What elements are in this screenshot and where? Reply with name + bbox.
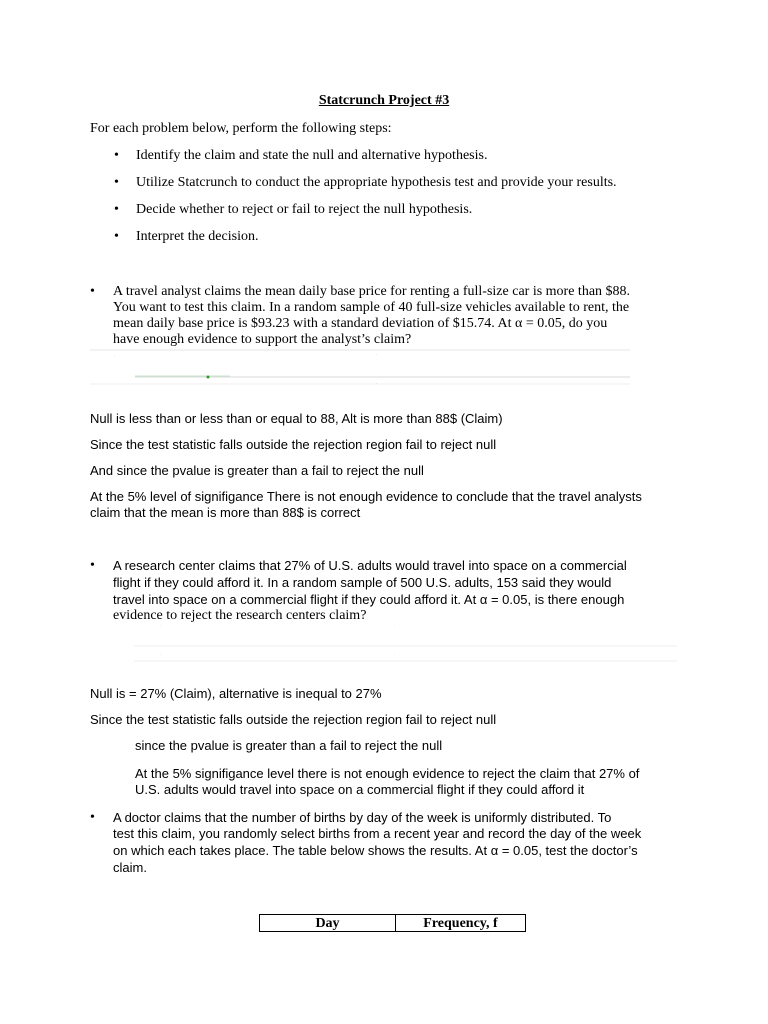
problem-3-line: on which each takes place. The table below shows the results. At α = 0.05, test the doctor’s (113, 843, 638, 858)
svg-text:·: · (160, 623, 162, 628)
table-header-frequency: Frequency, f (396, 915, 526, 932)
step-item: Interpret the decision. (136, 229, 259, 244)
bullet-icon: • (90, 810, 95, 825)
table-header-row (260, 915, 526, 932)
svg-text:·: · (376, 381, 378, 386)
bullet-icon: • (90, 558, 95, 573)
problem-1-conclusion: claim that the mean is more than 88$ is correct (90, 505, 361, 520)
bullet-icon: • (90, 284, 95, 299)
problem-2-line: travel into space on a commercial flight if they could afford it. At α = 0.05, is there enough (113, 592, 625, 607)
problem-2-line: A research center claims that 27% of U.S. adults would travel into space on a commercial (113, 558, 627, 573)
problem-2-answer: since the pvalue is greater than a fail to reject the null (135, 738, 443, 753)
statcrunch-output-image (134, 620, 679, 665)
problem-1-answer: Since the test statistic falls outside the rejection region fail to reject null (90, 437, 497, 452)
problem-1-line: mean daily base price is $93.23 with a standard deviation of $15.74. At α = 0.05, do you (113, 316, 608, 331)
problem-2-line: evidence to reject the research centers claim? (113, 608, 367, 623)
intro-text: For each problem below, perform the following steps: (90, 121, 392, 136)
problem-2-conclusion: U.S. adults would travel into space on a commercial flight if they could afford it (135, 782, 585, 797)
svg-text:·: · (114, 353, 116, 358)
table-header-day: Day (260, 915, 396, 932)
problem-2-conclusion: At the 5% signifigance level there is not enough evidence to reject the claim that 27% of (135, 766, 640, 781)
problem-3-line: test this claim, you randomly select births from a recent year and record the day of the week (113, 826, 642, 841)
problem-3-line: A doctor claims that the number of births by day of the week is uniformly distributed. To (113, 810, 612, 825)
problem-3-line: claim. (113, 860, 147, 875)
statcrunch-output-image (90, 346, 635, 388)
svg-text:·: · (394, 652, 396, 657)
step-item: Decide whether to reject or fail to reject the null hypothesis. (136, 202, 473, 217)
bullet-icon: • (114, 175, 119, 190)
problem-1-line: have enough evidence to support the analyst’s claim? (113, 332, 412, 347)
problem-1-answer: And since the pvalue is greater than a fail to reject the null (90, 463, 424, 478)
svg-text:·: · (376, 352, 378, 357)
problem-2-answer: Since the test statistic falls outside the rejection region fail to reject null (90, 712, 497, 727)
problem-1-conclusion: At the 5% level of signifigance There is not enough evidence to conclude that the travel analysts (90, 489, 642, 504)
frequency-table (259, 914, 526, 932)
bullet-icon: • (114, 229, 119, 244)
problem-2-answer: Null is = 27% (Claim), alternative is inequal to 27% (90, 686, 382, 701)
problem-2-line: flight if they could afford it. In a random sample of 500 U.S. adults, 153 said they would (113, 575, 612, 590)
svg-text:·: · (160, 652, 162, 657)
step-item: Identify the claim and state the null and alternative hypothesis. (136, 148, 488, 163)
problem-1-line: You want to test this claim. In a random sample of 40 full-size vehicles available to rent, the (113, 300, 630, 315)
svg-text:·: · (394, 623, 396, 628)
bullet-icon: • (114, 148, 119, 163)
bullet-icon: • (114, 202, 119, 217)
problem-1-line: A travel analyst claims the mean daily base price for renting a full-size car is more than $88. (113, 284, 631, 299)
document-title: Statcrunch Project #3 (318, 93, 450, 108)
step-item: Utilize Statcrunch to conduct the appropriate hypothesis test and provide your results. (136, 175, 617, 190)
problem-1-answer: Null is less than or less than or equal to 88, Alt is more than 88$ (Claim) (90, 411, 503, 426)
